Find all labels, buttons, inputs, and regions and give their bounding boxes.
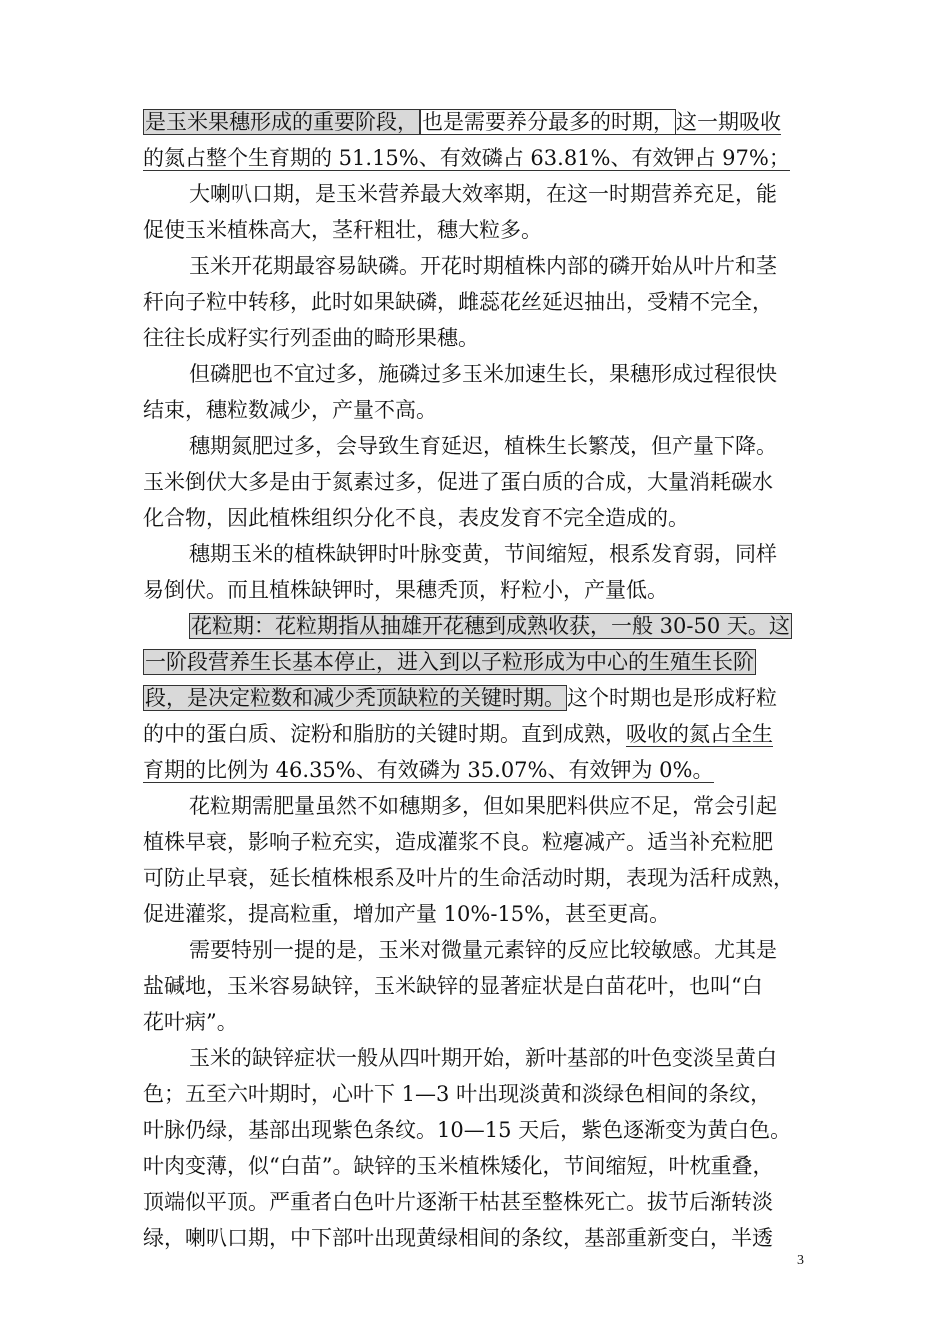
text-line: 可防止早衰，延长植株根系及叶片的生命活动时期，表现为活秆成熟， xyxy=(143,866,794,890)
text-line: 叶脉仍绿，基部出现紫色条纹。10—15 天后，紫色逐渐变为黄白色。 xyxy=(143,1118,792,1142)
boxed-text: 也是需要养分最多的时期， xyxy=(422,110,674,134)
text-line xyxy=(143,644,756,680)
text-line: 植株早衰，影响子粒充实，造成灌浆不良。粒瘪减产。适当补充粒肥 xyxy=(143,830,773,854)
text-line: 叶肉变薄，似“白苗”。缺锌的玉米植株矮化，节间缩短，叶枕重叠， xyxy=(143,1154,774,1178)
paragraph-first-line: 大喇叭口期，是玉米营养最大效率期，在这一时期营养充足，能 xyxy=(189,182,777,206)
plain-text: 的中的蛋白质、淀粉和脂肪的关键时期。直到成熟， xyxy=(143,722,626,746)
text-line: 促进灌浆，提高粒重，增加产量 10%-15%，甚至更高。 xyxy=(143,902,671,926)
text-line: 化合物，因此植株组织分化不良，表皮发育不完全造成的。 xyxy=(143,506,689,530)
paragraph-first-line: 穗期氮肥过多，会导致生育延迟，植株生长繁茂，但产量下降。 xyxy=(189,434,777,458)
text-line: 促使玉米植株高大，茎秆粗壮，穗大粒多。 xyxy=(143,218,542,242)
text-line: 色；五至六叶期时，心叶下 1—3 叶出现淡黄和淡绿色相间的条纹， xyxy=(143,1082,772,1106)
text-line: 绿，喇叭口期，中下部叶出现黄绿相间的条纹，基部重新变白，半透 xyxy=(143,1226,773,1250)
highlighted-text: 是玉米果穗形成的重要阶段， xyxy=(145,110,418,134)
text-line: 盐碱地，玉米容易缺锌，玉米缺锌的显著症状是白苗花叶，也叫“白 xyxy=(143,974,763,998)
highlighted-text: 花粒期：花粒期指从抽雄开花穗到成熟收获，一般 30-50 天。这 xyxy=(191,614,790,638)
text-line: 玉米倒伏大多是由于氮素过多，促进了蛋白质的合成，大量消耗碳水 xyxy=(143,470,773,494)
paragraph-first-line: 玉米开花期最容易缺磷。开花时期植株内部的磷开始从叶片和茎 xyxy=(189,254,777,278)
paragraph-first-line: 需要特别一提的是，玉米对微量元素锌的反应比较敏感。尤其是 xyxy=(189,938,777,962)
text-line: 结束，穗粒数减少，产量不高。 xyxy=(143,398,437,422)
paragraph-first-line: 但磷肥也不宜过多，施磷过多玉米加速生长，果穗形成过程很快 xyxy=(189,362,777,386)
page-number: 3 xyxy=(797,1253,804,1268)
text-line xyxy=(143,716,773,752)
text-line: 顶端似平顶。严重者白色叶片逐渐干枯甚至整株死亡。拔节后渐转淡 xyxy=(143,1190,773,1214)
highlighted-text: 段，是决定粒数和减少秃顶缺粒的关键时期。 xyxy=(145,686,565,710)
text-line: 易倒伏。而且植株缺钾时，果穗秃顶，籽粒小，产量低。 xyxy=(143,578,668,602)
paragraph-first-line: 花粒期需肥量虽然不如穗期多，但如果肥料供应不足，常会引起 xyxy=(189,794,777,818)
text-line: 往往长成籽实行列歪曲的畸形果穗。 xyxy=(143,326,479,350)
highlighted-text: 一阶段营养生长基本停止，进入到以子粒形成为中心的生殖生长阶 xyxy=(145,650,754,674)
underlined-text: 吸收的氮占全生 xyxy=(626,722,773,746)
text-line xyxy=(143,752,714,788)
text-line xyxy=(143,680,777,716)
text-line xyxy=(143,104,781,140)
paragraph-first-line: 玉米的缺锌症状一般从四叶期开始，新叶基部的叶色变淡呈黄白 xyxy=(189,1046,777,1070)
text-line xyxy=(143,140,790,176)
plain-text: 这个时期也是形成籽粒 xyxy=(567,686,777,710)
underlined-text: 的氮占整个生育期的 51.15%、有效磷占 63.81%、有效钾占 97%； xyxy=(143,146,790,170)
text-line: 花叶病”。 xyxy=(143,1010,238,1034)
paragraph-first-line: 穗期玉米的植株缺钾时叶脉变黄，节间缩短，根系发育弱，同样 xyxy=(189,542,777,566)
underlined-text: 这一期吸收 xyxy=(676,110,781,134)
underlined-text: 育期的比例为 46.35%、有效磷为 35.07%、有效钾为 0%。 xyxy=(143,758,714,782)
text-line xyxy=(189,608,792,644)
text-line: 秆向子粒中转移，此时如果缺磷，雌蕊花丝延迟抽出，受精不完全， xyxy=(143,290,773,314)
